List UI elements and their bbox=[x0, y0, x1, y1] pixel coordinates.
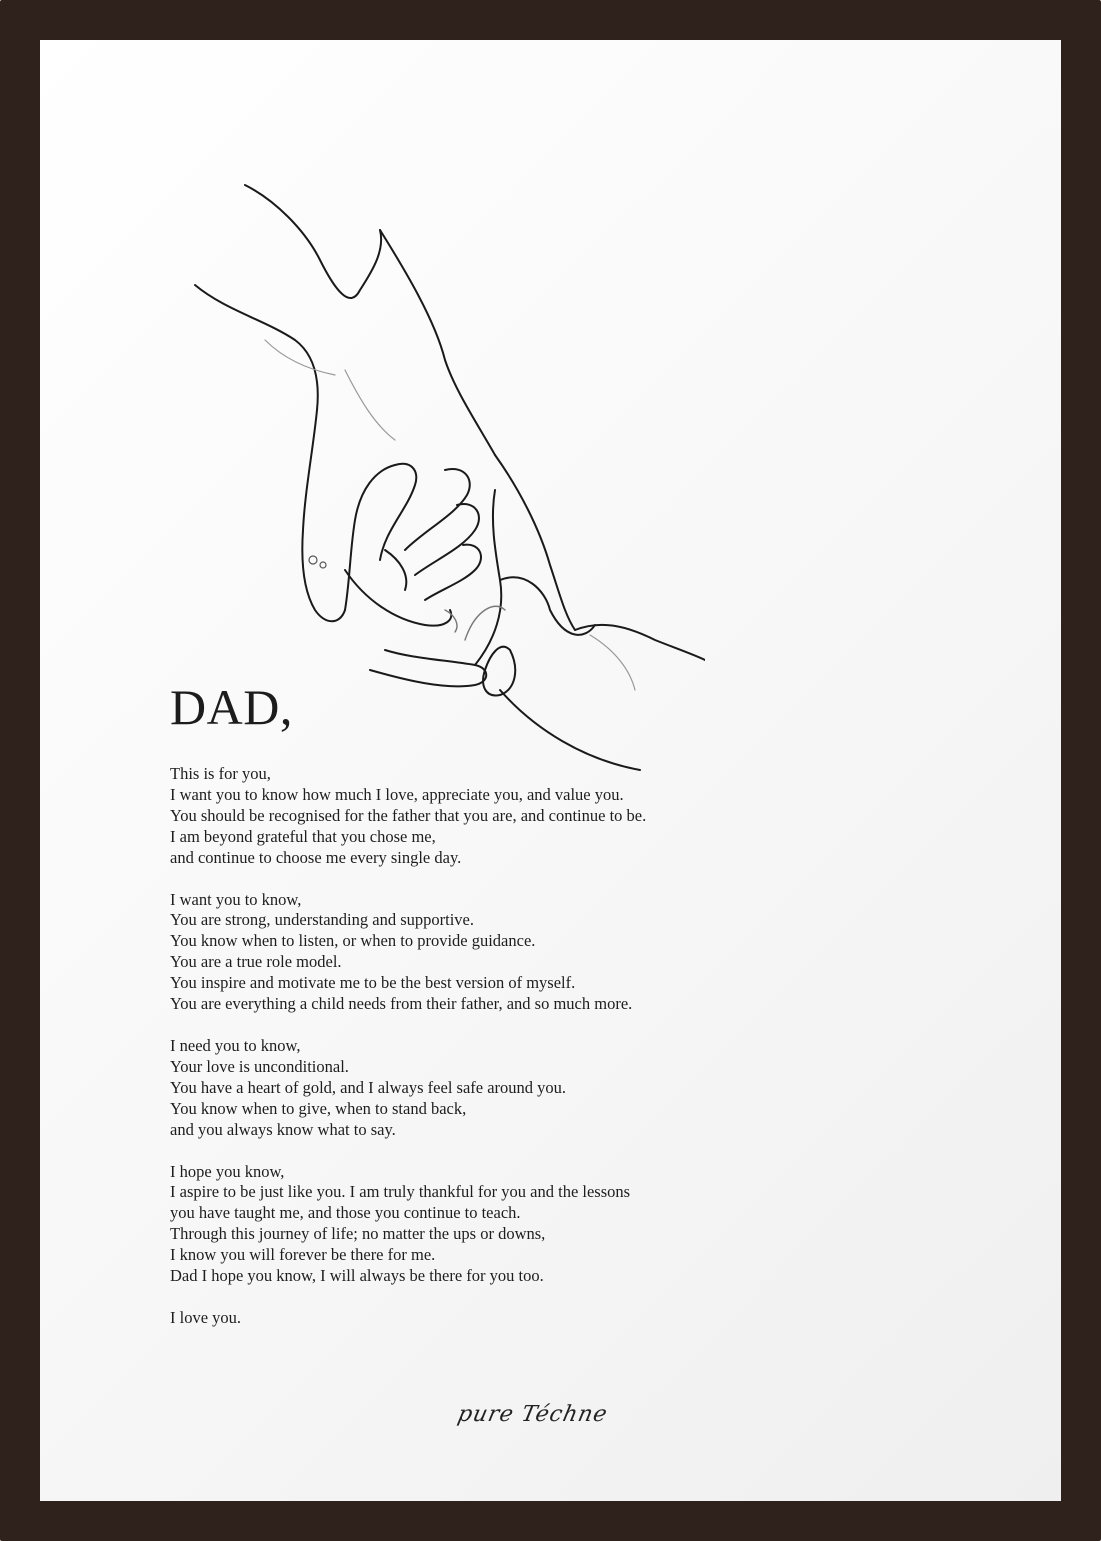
child-arm bbox=[500, 690, 640, 770]
poem-line: you have taught me, and those you continue to teach. bbox=[170, 1203, 521, 1223]
adult-lower-finger bbox=[500, 577, 595, 635]
adult-hand-back-line bbox=[380, 230, 495, 455]
poem-line: Dad I hope you know, I will always be there for you too. bbox=[170, 1266, 544, 1286]
stanza-1 bbox=[170, 764, 950, 869]
poem-line: and continue to choose me every single day. bbox=[170, 847, 462, 867]
poem-line: This is for you, bbox=[170, 764, 271, 783]
stanza-2 bbox=[170, 890, 950, 1015]
poem-line: You should be recognised for the father that you are, and continue to be. bbox=[170, 805, 647, 825]
poem-line: I am beyond grateful that you chose me, bbox=[170, 826, 436, 846]
poem-line: You know when to listen, or when to provide guidance. bbox=[170, 931, 536, 951]
poem-line: Through this journey of life; no matter the ups or downs, bbox=[170, 1224, 546, 1244]
poem-line: I aspire to be just like you. I am truly thankful for you and the lessons bbox=[170, 1182, 631, 1202]
stanza-4 bbox=[170, 1162, 950, 1287]
poem-line: You are everything a child needs from their father, and so much more. bbox=[170, 994, 633, 1014]
poem-line: I want you to know, bbox=[170, 889, 302, 909]
child-finger-2 bbox=[415, 504, 479, 575]
poem-line: I hope you know, bbox=[170, 1161, 285, 1181]
poster-title: DAD, bbox=[170, 679, 293, 735]
brand-signature: pure Téchne bbox=[455, 1402, 611, 1427]
child-wrist bbox=[575, 625, 705, 660]
poster-paper bbox=[40, 40, 1061, 1501]
child-finger-1 bbox=[405, 469, 470, 550]
poem-body bbox=[170, 764, 950, 1350]
adult-palm-edge bbox=[302, 410, 345, 621]
child-thumb bbox=[370, 650, 486, 686]
poem-line: and you always know what to say. bbox=[170, 1119, 396, 1139]
adult-thumb-line bbox=[245, 185, 381, 298]
poem-line: I want you to know how much I love, appreciate you, and value you. bbox=[170, 784, 624, 804]
child-palm bbox=[345, 570, 451, 626]
poem-line: You have a heart of gold, and I always feel safe around you. bbox=[170, 1077, 567, 1097]
stanza-3 bbox=[170, 1036, 950, 1141]
poem-line: I know you will forever be there for me. bbox=[170, 1245, 436, 1265]
adult-wrist-line bbox=[195, 285, 318, 410]
child-finger-3 bbox=[425, 545, 481, 600]
poem-line: I need you to know, bbox=[170, 1035, 301, 1055]
poem-line: Your love is unconditional. bbox=[170, 1056, 349, 1076]
stanza-5 bbox=[170, 1308, 950, 1329]
poem-line: You are strong, understanding and supportive. bbox=[170, 910, 474, 930]
poem-line: You know when to give, when to stand back, bbox=[170, 1098, 467, 1118]
poem-line: You inspire and motivate me to be the best version of myself. bbox=[170, 973, 576, 993]
poem-line: You are a true role model. bbox=[170, 952, 342, 972]
poem-line: I love you. bbox=[170, 1307, 242, 1327]
adult-nail bbox=[483, 647, 515, 696]
